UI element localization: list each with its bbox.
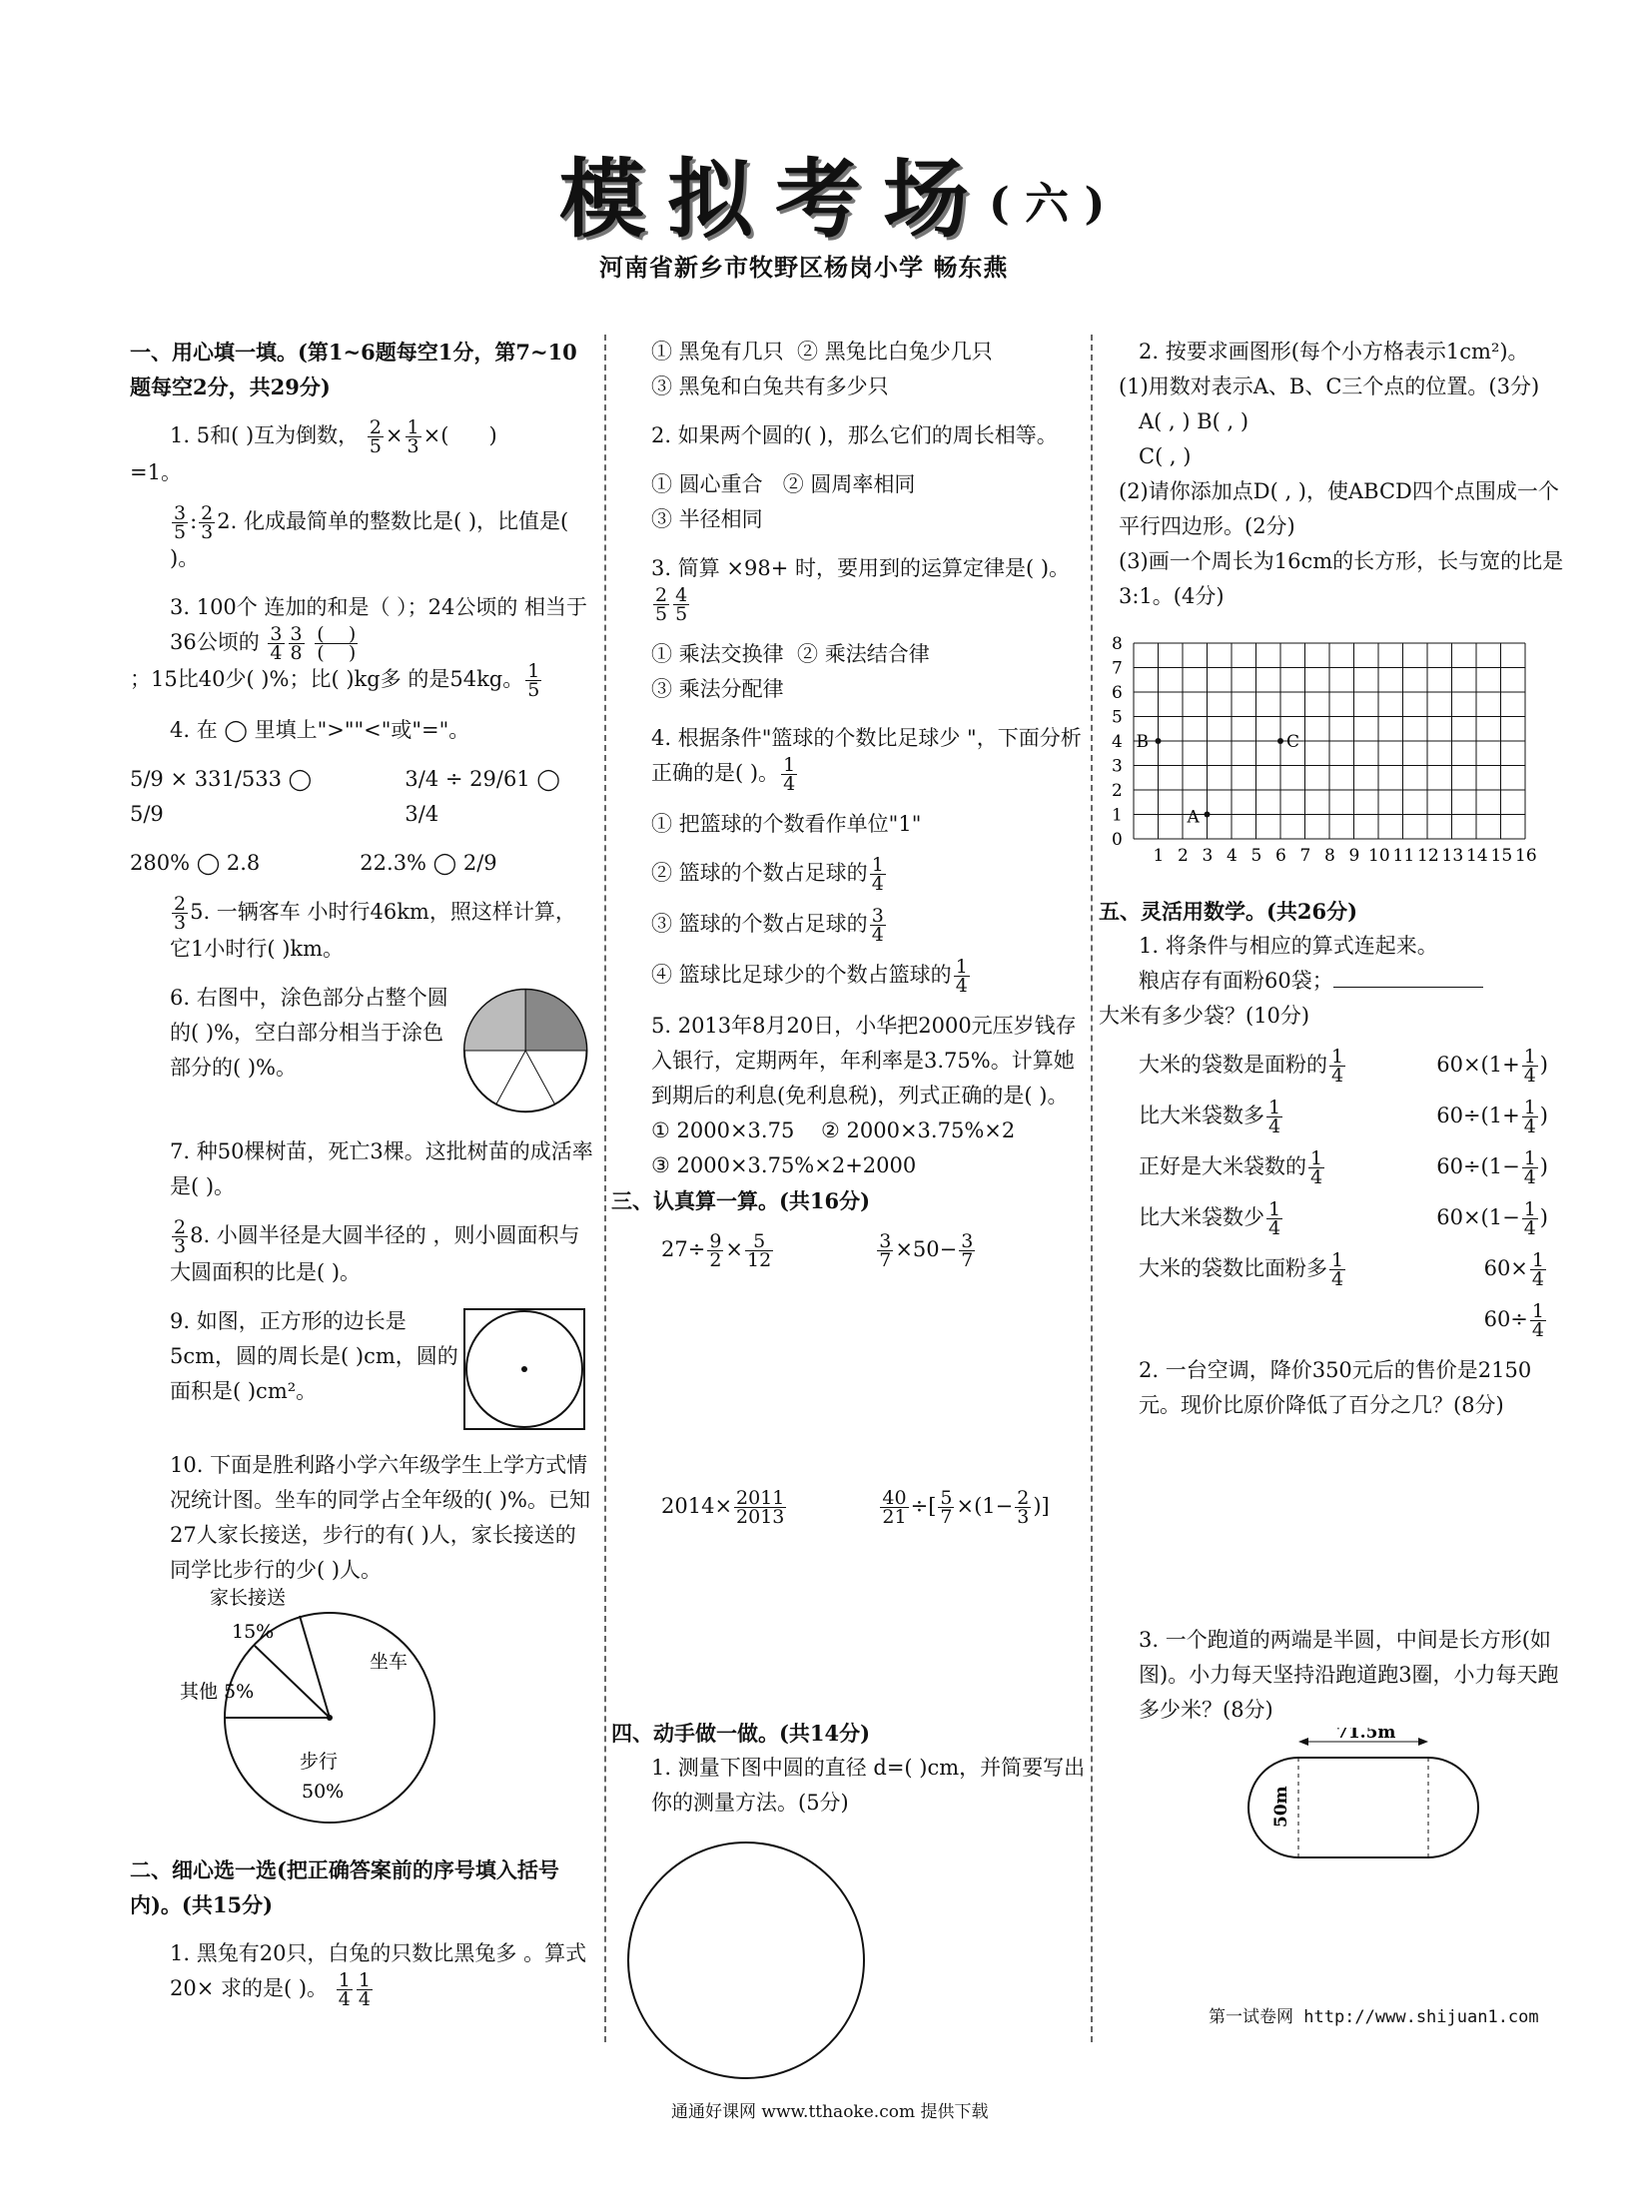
s2-q3-opt3: ③ 乘法分配律: [651, 677, 784, 701]
grid-x-tick: 1: [1153, 846, 1165, 866]
grid-x-tick: 6: [1275, 846, 1286, 866]
grid-y-tick: 2: [1112, 781, 1123, 801]
grid-y-tick: 6: [1112, 683, 1123, 703]
s4-q2-3: (3)画一个周长为16cm的长方形，长与宽的比是3:1。(4分): [1119, 549, 1564, 608]
track-width-label: 50m: [1271, 1786, 1291, 1828]
section2-heading: 二、细心选一选(把正确答案前的序号填入括号内)。(共15分): [130, 1857, 559, 1917]
grid-y-tick: 7: [1112, 658, 1123, 679]
grid-x-tick: 4: [1227, 846, 1238, 866]
author-line: 河南省新乡市牧野区杨岗小学 畅东燕: [599, 253, 1009, 282]
pie-label-other: 其他 5%: [180, 1681, 255, 1703]
s2-q2: 2. 如果两个圆的( )，那么它们的周长相等。: [651, 423, 1058, 447]
title-number: ( 六 ): [989, 179, 1106, 230]
grid-x-tick: 12: [1417, 846, 1439, 866]
s5-q2: 2. 一台空调，降价350元后的售价是2150元。现价比原价降低了百分之几？(8分): [1139, 1358, 1532, 1417]
s2-q4-opt1: ① 把篮球的个数看作单位"1": [651, 812, 922, 836]
q3: 3. 100个 连加的和是（ ）；24公顷的 相当于36公顷的 $\frac{3}{4}$ $\frac{3}{8}$ $\frac{( )}{( )}$: [170, 595, 588, 664]
s4-q2-2: (2)请你添加点D( , )，使ABCD四个点围成一个平行四边形。(2分): [1119, 479, 1559, 538]
grid-x-tick: 16: [1515, 846, 1537, 866]
calc-e4: $\frac{40}{21}$ ÷[ $\frac{5}{7}$ ×(1− $\frac{2}{3}$ )]: [882, 1487, 1050, 1528]
q3b: ；15比40少( )%；比( )kg多 的是54kg。 $\frac{1}{5}$: [130, 660, 540, 701]
grid-point-label: A: [1187, 807, 1200, 828]
s4-q2-1: (1)用数对表示A、B、C三个点的位置。(3分): [1119, 374, 1540, 398]
q1-end: =1。: [130, 460, 182, 484]
s2-q5-opt: ① 2000×3.75 ② 2000×3.75%×2: [651, 1118, 1016, 1142]
grid-x-tick: 10: [1368, 846, 1390, 866]
s5-q3: 3. 一个跑道的两端是半圆，中间是长方形(如图)。小力每天坚持沿跑道跑3圈，小力每天跑多少米？(8分): [1139, 1628, 1559, 1722]
coordinate-grid: [1099, 614, 1568, 869]
s4-q2-coordc: C( , ): [1139, 444, 1192, 468]
grid-x-tick: 11: [1392, 846, 1415, 866]
travel-pie-chart: [180, 1588, 499, 1828]
footer-site: 第一试卷网 http://www.shijuan1.com: [1209, 2007, 1539, 2027]
q8: $\frac{2}{3}$ 8. 小圆半径是大圆半径的 ，则小圆面积与大圆面积的比是( )。: [170, 1216, 580, 1284]
grid-y-tick: 5: [1112, 707, 1123, 728]
grid-y-tick: 8: [1112, 634, 1123, 654]
s2-q1: 1. 黑兔有20只，白兔的只数比黑兔多 。算式20× 求的是( )。 $\frac{1}{4}$ $\frac{1}{4}$: [170, 1941, 587, 2010]
grid-point-b: [1156, 738, 1162, 744]
s2-q1-opt: ① 黑兔有几只 ② 黑兔比白兔少几只: [651, 340, 993, 364]
grid-y-tick: 3: [1112, 756, 1123, 777]
column-3: [1099, 335, 1568, 1878]
section3-heading: 三、认真算一算。(共16分): [611, 1188, 871, 1213]
pie-label-walk: 步行: [300, 1751, 339, 1773]
grid-point-a: [1205, 812, 1211, 818]
column-1: [130, 335, 594, 2008]
q1: 1. 5和( )互为倒数， $\frac{2}{5}$ × $\frac{1}{3}$ ×( ): [170, 416, 497, 457]
grid-point-label: B: [1136, 732, 1149, 752]
measure-circle: [621, 1831, 881, 2090]
grid-y-tick: 4: [1112, 732, 1123, 752]
grid-point-label: C: [1286, 732, 1300, 752]
q9: 9. 如图，正方形的边长是5cm，圆的周长是( )cm，圆的面积是( )cm²。: [170, 1309, 458, 1403]
section5-heading: 五、灵活用数学。(共26分): [1099, 899, 1358, 924]
s2-q4-opt3: ③ 篮球的个数占足球的 $\frac{3}{4}$: [651, 905, 884, 946]
q10: 10. 下面是胜利路小学六年级学生上学方式情况统计图。坐车的同学占全年级的( )%。已知27人家长接送，步行的有( )人，家长接送的同学比步行的少( )人。: [170, 1453, 591, 1582]
column-divider: [604, 335, 606, 2042]
s2-q3: 3. 简算 ×98+ 时，要用到的运算定律是( )。 $\frac{2}{5}$ $\frac{4}{5}$: [651, 556, 1071, 625]
shaded-circle-figure: [456, 981, 594, 1120]
section4-heading: 四、动手做一做。(共14分): [611, 1721, 871, 1746]
column-divider: [1091, 335, 1093, 2042]
grid-x-tick: 13: [1441, 846, 1464, 866]
section1-heading: 一、用心填一填。(第1~6题每空1分，第7~10题每空2分，共29分): [130, 340, 577, 399]
s4-q2: 2. 按要求画图形(每个小方格表示1cm²)。: [1139, 340, 1529, 364]
calc-e1: 27÷ $\frac{9}{2}$ × $\frac{5}{12}$: [661, 1230, 772, 1271]
s2-q3-opt: ① 乘法交换律 ② 乘法结合律: [651, 642, 930, 666]
grid-x-tick: 5: [1250, 846, 1262, 866]
column-2: [611, 335, 1086, 2101]
q7: 7. 种50棵树苗，死亡3棵。这批树苗的成活率是( )。: [170, 1139, 593, 1198]
pie-label-bus: 坐车: [370, 1651, 409, 1673]
s2-q1-opt3: ③ 黑兔和白兔共有多少只: [651, 374, 889, 398]
square-circle-figure: [459, 1304, 589, 1434]
calc-e2: $\frac{3}{7}$ ×50− $\frac{3}{7}$: [879, 1230, 974, 1271]
grid-x-tick: 8: [1324, 846, 1335, 866]
q6: 6. 右图中，涂色部分占整个圆的( )%，空白部分相当于涂色部分的( )%。: [170, 986, 448, 1080]
s5-q1-text2: 大米有多少袋？(10分): [1099, 1004, 1310, 1028]
calc-row2: [611, 1489, 1086, 1526]
pie-label-walk-pct: 50%: [302, 1781, 345, 1803]
track-figure: [1229, 1728, 1588, 1867]
grid-x-tick: 7: [1299, 846, 1311, 866]
grid-y-tick: 0: [1112, 830, 1123, 850]
q2: $\frac{3}{5}$ : $\frac{2}{3}$ 2. 化成最简单的整数比是( )，比值是( )。: [170, 502, 569, 570]
s4-q1: 1. 测量下图中圆的直径 d=( )cm，并简要写出你的测量方法。(5分): [651, 1756, 1086, 1815]
grid-x-tick: 9: [1348, 846, 1360, 866]
calc-row1: [611, 1232, 1086, 1269]
s5-q1: 1. 将条件与相应的算式连起来。: [1139, 934, 1438, 958]
s2-q2-opt3: ③ 半径相同: [651, 507, 763, 531]
pie-label-parent: 家长接送: [210, 1588, 287, 1609]
s2-q5-opt3: ③ 2000×3.75%×2+2000: [651, 1153, 917, 1177]
s2-q4-opt2: ② 篮球的个数占足球的 $\frac{1}{4}$: [651, 854, 884, 895]
grid-point-c: [1277, 738, 1283, 744]
pie-label-parent-pct: 15%: [232, 1621, 275, 1643]
grid-x-tick: 14: [1466, 846, 1488, 866]
grid-y-tick: 1: [1112, 805, 1123, 826]
calc-e3: 2014× $\frac{2011}{2013}$: [661, 1487, 785, 1528]
footer-download: 通通好课网 www.tthaoke.com 提供下载: [671, 2102, 989, 2122]
page-title: 模拟考场: [559, 149, 991, 250]
grid-x-tick: 3: [1202, 846, 1214, 866]
track-length-label: 71.5m: [1336, 1728, 1396, 1743]
grid-x-tick: 2: [1178, 846, 1189, 866]
q5: $\frac{2}{3}$ 5. 一辆客车 小时行46km，照这样计算，它1小时行( )km。: [170, 893, 576, 961]
q4-row2: 280% ◯ 2.8 22.3% ◯ 2/9: [130, 851, 497, 875]
s2-q4: 4. 根据条件"篮球的个数比足球少 "，下面分析正确的是( )。 $\frac{1}{4}$: [651, 726, 1082, 795]
s2-q2-opt: ① 圆心重合 ② 圆周率相同: [651, 472, 916, 496]
s2-q5: 5. 2013年8月20日，小华把2000元压岁钱存入银行，定期两年，年利率是3.75%。计算她到期后的利息(免利息税)，列式正确的是( )。: [651, 1014, 1077, 1107]
match-table: 大米的袋数是面粉的 $\frac{1}{4}$ 60×(1+ $\frac{1}{4}$ ) 比大米袋数多 $\frac{1}{4}$ 60÷(1+ $\frac{1}{4}$ ) 正好是大米袋数的 $\frac{1}{4}$ 60÷(1− $\frac{1}{4}$ ) 比大米袋数少 $\frac{1}{4}$ 60×(1− $\frac{1}{4}$ ) 大米的袋数比面粉多 $\frac{1}{4}$ 60× $\frac{1}{4}$ 60÷ $\frac{1}{4}$: [1139, 1046, 1548, 1341]
q4-row1: 5/9 × 331/533 ◯ 5/9 3/4 ÷ 29/61 ◯ 3/4: [130, 767, 560, 826]
grid-x-tick: 15: [1490, 846, 1513, 866]
s5-q1-text: 粮店存有面粉60袋；: [1099, 964, 1568, 999]
s2-q4-opt4: ④ 篮球比足球少的个数占篮球的 $\frac{1}{4}$: [651, 956, 968, 997]
s4-q2-coords: A( , ) B( , ): [1139, 409, 1249, 433]
q4: 4. 在 ◯ 里填上">""<"或"="。: [170, 718, 470, 742]
